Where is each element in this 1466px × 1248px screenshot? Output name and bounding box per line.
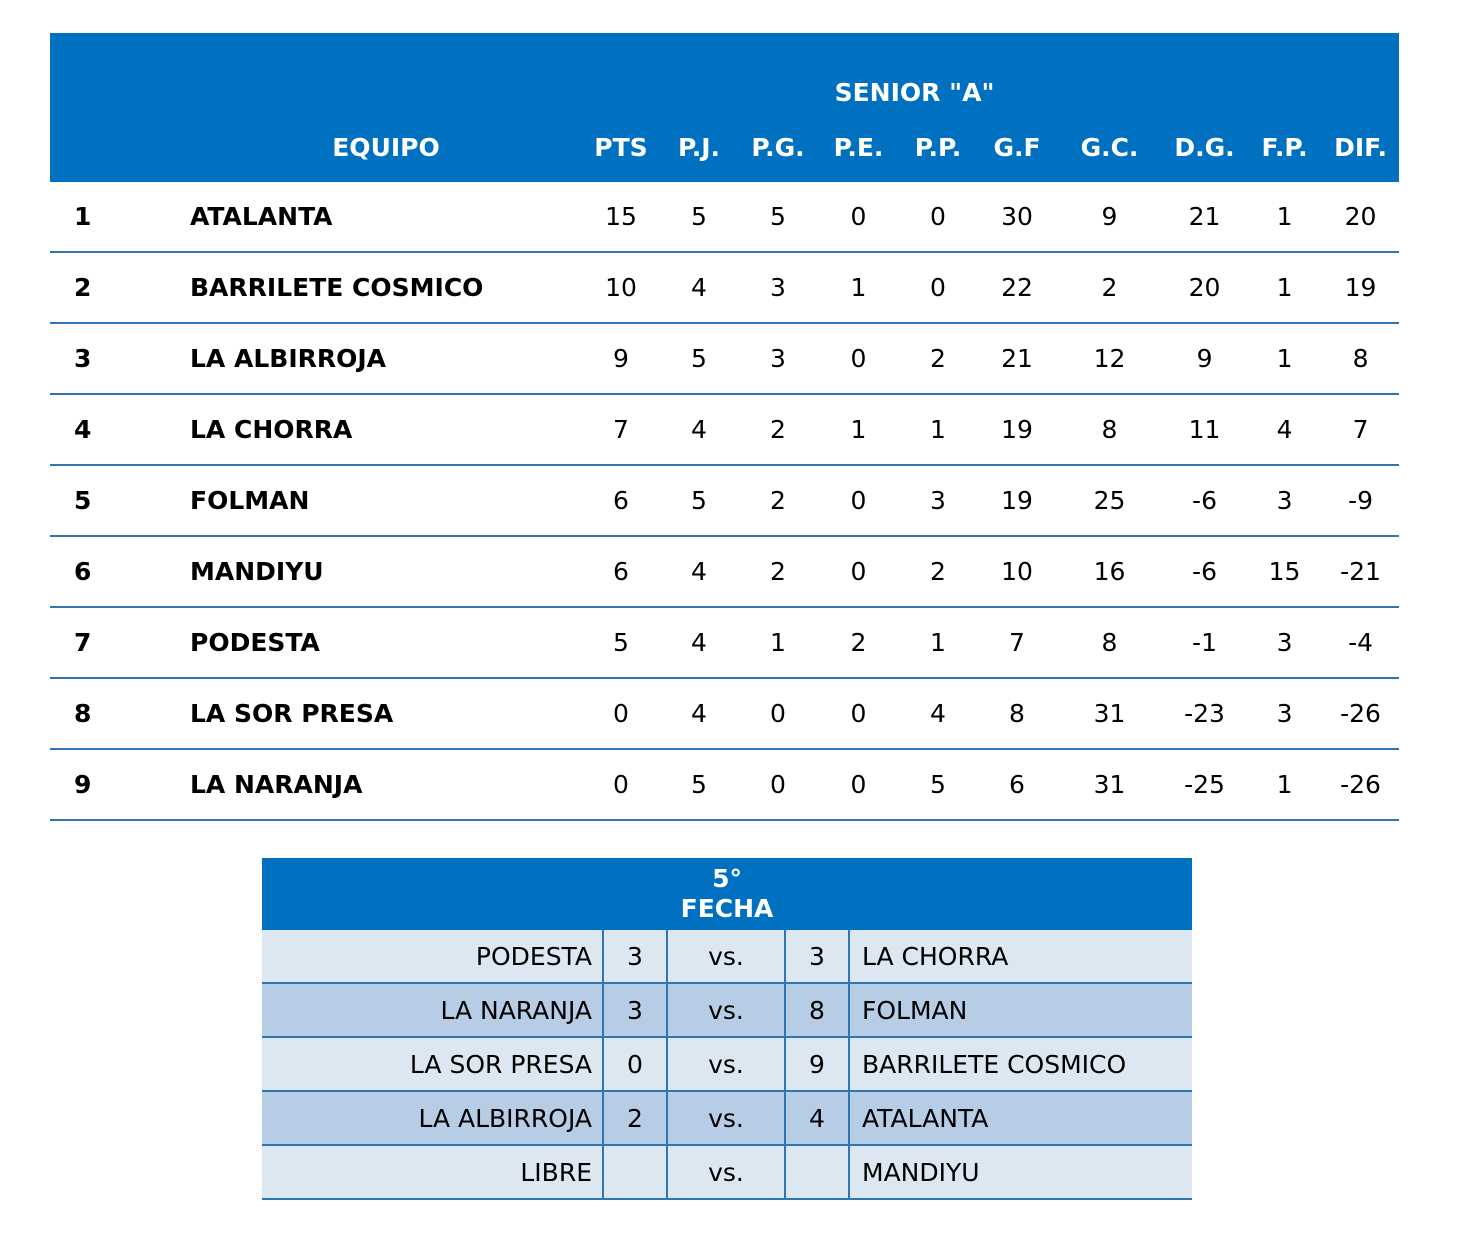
stat-cell: -9 <box>1322 465 1399 536</box>
stat-cell: 3 <box>738 252 818 323</box>
home-score-cell: 2 <box>603 1091 667 1145</box>
stat-cell: 0 <box>738 678 818 749</box>
column-header: G.C. <box>1057 113 1162 182</box>
position-cell: 4 <box>50 394 190 465</box>
home-score-cell: 3 <box>603 930 667 983</box>
standings-column-headers <box>50 113 1399 182</box>
position-cell: 6 <box>50 536 190 607</box>
position-cell: 8 <box>50 678 190 749</box>
stat-cell: 7 <box>1322 394 1399 465</box>
table-row <box>50 749 1399 820</box>
team-name-cell: LA ALBIRROJA <box>190 323 582 394</box>
stat-cell: 5 <box>899 749 977 820</box>
stat-cell: 1 <box>1247 323 1322 394</box>
stat-cell: 6 <box>977 749 1057 820</box>
stat-cell: 4 <box>660 678 738 749</box>
stat-cell: 4 <box>660 252 738 323</box>
stat-cell: 0 <box>899 182 977 252</box>
stat-cell: 5 <box>660 182 738 252</box>
stat-cell: 8 <box>1322 323 1399 394</box>
home-score-cell: 0 <box>603 1037 667 1091</box>
stat-cell: 4 <box>899 678 977 749</box>
stat-cell: 6 <box>582 465 660 536</box>
table-row <box>50 678 1399 749</box>
position-cell: 2 <box>50 252 190 323</box>
column-header: F.P. <box>1247 113 1322 182</box>
stat-cell: 4 <box>660 536 738 607</box>
stat-cell: 15 <box>582 182 660 252</box>
stat-cell: 1 <box>899 607 977 678</box>
match-row <box>262 983 1192 1037</box>
stat-cell: 0 <box>899 252 977 323</box>
fixture-title-round: 5° <box>712 864 742 893</box>
stat-cell: 2 <box>899 536 977 607</box>
stat-cell: 22 <box>977 252 1057 323</box>
stat-cell: 2 <box>1057 252 1162 323</box>
column-header: EQUIPO <box>190 113 582 182</box>
stat-cell: 4 <box>660 394 738 465</box>
position-cell: 5 <box>50 465 190 536</box>
stat-cell: 19 <box>1322 252 1399 323</box>
table-row <box>50 465 1399 536</box>
away-score-cell: 9 <box>785 1037 849 1091</box>
stat-cell: 5 <box>582 607 660 678</box>
stat-cell: -23 <box>1162 678 1247 749</box>
column-header: P.J. <box>660 113 738 182</box>
position-cell: 1 <box>50 182 190 252</box>
vs-cell: vs. <box>667 930 785 983</box>
stat-cell: 1 <box>1247 252 1322 323</box>
match-row <box>262 1037 1192 1091</box>
away-score-cell: 3 <box>785 930 849 983</box>
stat-cell: 20 <box>1322 182 1399 252</box>
team-name-cell: PODESTA <box>190 607 582 678</box>
stat-cell: 16 <box>1057 536 1162 607</box>
stat-cell: 31 <box>1057 678 1162 749</box>
column-header: P.E. <box>818 113 899 182</box>
table-row <box>50 252 1399 323</box>
stat-cell: 19 <box>977 465 1057 536</box>
stat-cell: 21 <box>1162 182 1247 252</box>
stat-cell: 1 <box>1247 749 1322 820</box>
stat-cell: 8 <box>1057 394 1162 465</box>
fixture-body <box>262 930 1192 1199</box>
stat-cell: -6 <box>1162 536 1247 607</box>
stat-cell: 2 <box>738 536 818 607</box>
stat-cell: 0 <box>582 749 660 820</box>
home-score-cell <box>603 1145 667 1199</box>
stat-cell: 3 <box>1247 678 1322 749</box>
stat-cell: 20 <box>1162 252 1247 323</box>
home-team-cell: LA ALBIRROJA <box>262 1091 603 1145</box>
table-row <box>50 182 1399 252</box>
home-team-cell: LIBRE <box>262 1145 603 1199</box>
stat-cell: 8 <box>1057 607 1162 678</box>
stat-cell: -26 <box>1322 749 1399 820</box>
stat-cell: 2 <box>899 323 977 394</box>
stat-cell: 3 <box>738 323 818 394</box>
stat-cell: 19 <box>977 394 1057 465</box>
vs-cell: vs. <box>667 1037 785 1091</box>
table-row <box>50 536 1399 607</box>
column-header: PTS <box>582 113 660 182</box>
stat-cell: -21 <box>1322 536 1399 607</box>
stat-cell: 0 <box>818 323 899 394</box>
stat-cell: 4 <box>1247 394 1322 465</box>
standings-table <box>50 33 1399 821</box>
stat-cell: 2 <box>738 394 818 465</box>
home-score-cell: 3 <box>603 983 667 1037</box>
stat-cell: 8 <box>977 678 1057 749</box>
column-header: G.F <box>977 113 1057 182</box>
team-name-cell: BARRILETE COSMICO <box>190 252 582 323</box>
stat-cell: 9 <box>582 323 660 394</box>
stat-cell: 0 <box>818 749 899 820</box>
stat-cell: 0 <box>818 182 899 252</box>
away-team-cell: LA CHORRA <box>849 930 1192 983</box>
stat-cell: 0 <box>582 678 660 749</box>
stat-cell: 0 <box>818 678 899 749</box>
vs-cell: vs. <box>667 1091 785 1145</box>
stat-cell: -1 <box>1162 607 1247 678</box>
fixture-title <box>262 858 1192 930</box>
match-row <box>262 1145 1192 1199</box>
table-row <box>50 607 1399 678</box>
column-header: DIF. <box>1322 113 1399 182</box>
away-score-cell <box>785 1145 849 1199</box>
away-team-cell: MANDIYU <box>849 1145 1192 1199</box>
stat-cell: 31 <box>1057 749 1162 820</box>
stat-cell: 5 <box>738 182 818 252</box>
standings-title: SENIOR "A" <box>582 33 1247 113</box>
vs-cell: vs. <box>667 1145 785 1199</box>
standings-body <box>50 182 1399 820</box>
team-name-cell: LA CHORRA <box>190 394 582 465</box>
away-score-cell: 4 <box>785 1091 849 1145</box>
team-name-cell: LA SOR PRESA <box>190 678 582 749</box>
column-header: P.P. <box>899 113 977 182</box>
team-name-cell: MANDIYU <box>190 536 582 607</box>
stat-cell: 3 <box>1247 465 1322 536</box>
stat-cell: -25 <box>1162 749 1247 820</box>
standings-header <box>50 33 1399 182</box>
home-team-cell: PODESTA <box>262 930 603 983</box>
stat-cell: 11 <box>1162 394 1247 465</box>
position-cell: 9 <box>50 749 190 820</box>
stat-cell: 9 <box>1057 182 1162 252</box>
stat-cell: 25 <box>1057 465 1162 536</box>
stat-cell: 4 <box>660 607 738 678</box>
stat-cell: 7 <box>977 607 1057 678</box>
stat-cell: 1 <box>818 252 899 323</box>
team-name-cell: FOLMAN <box>190 465 582 536</box>
column-header: D.G. <box>1162 113 1247 182</box>
away-score-cell: 8 <box>785 983 849 1037</box>
fixture-header <box>262 858 1192 930</box>
table-row <box>50 394 1399 465</box>
stat-cell: 7 <box>582 394 660 465</box>
stat-cell: 1 <box>899 394 977 465</box>
match-row <box>262 930 1192 983</box>
vs-cell: vs. <box>667 983 785 1037</box>
away-team-cell: BARRILETE COSMICO <box>849 1037 1192 1091</box>
stat-cell: 5 <box>660 749 738 820</box>
position-cell: 7 <box>50 607 190 678</box>
stat-cell: 15 <box>1247 536 1322 607</box>
stat-cell: -26 <box>1322 678 1399 749</box>
stat-cell: 10 <box>977 536 1057 607</box>
stat-cell: 2 <box>818 607 899 678</box>
stat-cell: 12 <box>1057 323 1162 394</box>
stat-cell: 2 <box>738 465 818 536</box>
away-team-cell: FOLMAN <box>849 983 1192 1037</box>
stat-cell: -6 <box>1162 465 1247 536</box>
stat-cell: 0 <box>818 465 899 536</box>
stat-cell: 5 <box>660 323 738 394</box>
stat-cell: 3 <box>899 465 977 536</box>
stat-cell: 21 <box>977 323 1057 394</box>
stat-cell: 1 <box>1247 182 1322 252</box>
team-name-cell: LA NARANJA <box>190 749 582 820</box>
stat-cell: 0 <box>738 749 818 820</box>
home-team-cell: LA NARANJA <box>262 983 603 1037</box>
fixture-title-label: FECHA <box>680 894 774 923</box>
stat-cell: 30 <box>977 182 1057 252</box>
stat-cell: 6 <box>582 536 660 607</box>
stat-cell: 5 <box>660 465 738 536</box>
stat-cell: -4 <box>1322 607 1399 678</box>
home-team-cell: LA SOR PRESA <box>262 1037 603 1091</box>
away-team-cell: ATALANTA <box>849 1091 1192 1145</box>
column-header: P.G. <box>738 113 818 182</box>
stat-cell: 1 <box>818 394 899 465</box>
team-name-cell: ATALANTA <box>190 182 582 252</box>
match-row <box>262 1091 1192 1145</box>
stat-cell: 1 <box>738 607 818 678</box>
position-cell: 3 <box>50 323 190 394</box>
stat-cell: 3 <box>1247 607 1322 678</box>
table-row <box>50 323 1399 394</box>
stat-cell: 9 <box>1162 323 1247 394</box>
fixture-table <box>262 858 1192 1200</box>
stat-cell: 10 <box>582 252 660 323</box>
stat-cell: 0 <box>818 536 899 607</box>
column-header <box>50 113 190 182</box>
